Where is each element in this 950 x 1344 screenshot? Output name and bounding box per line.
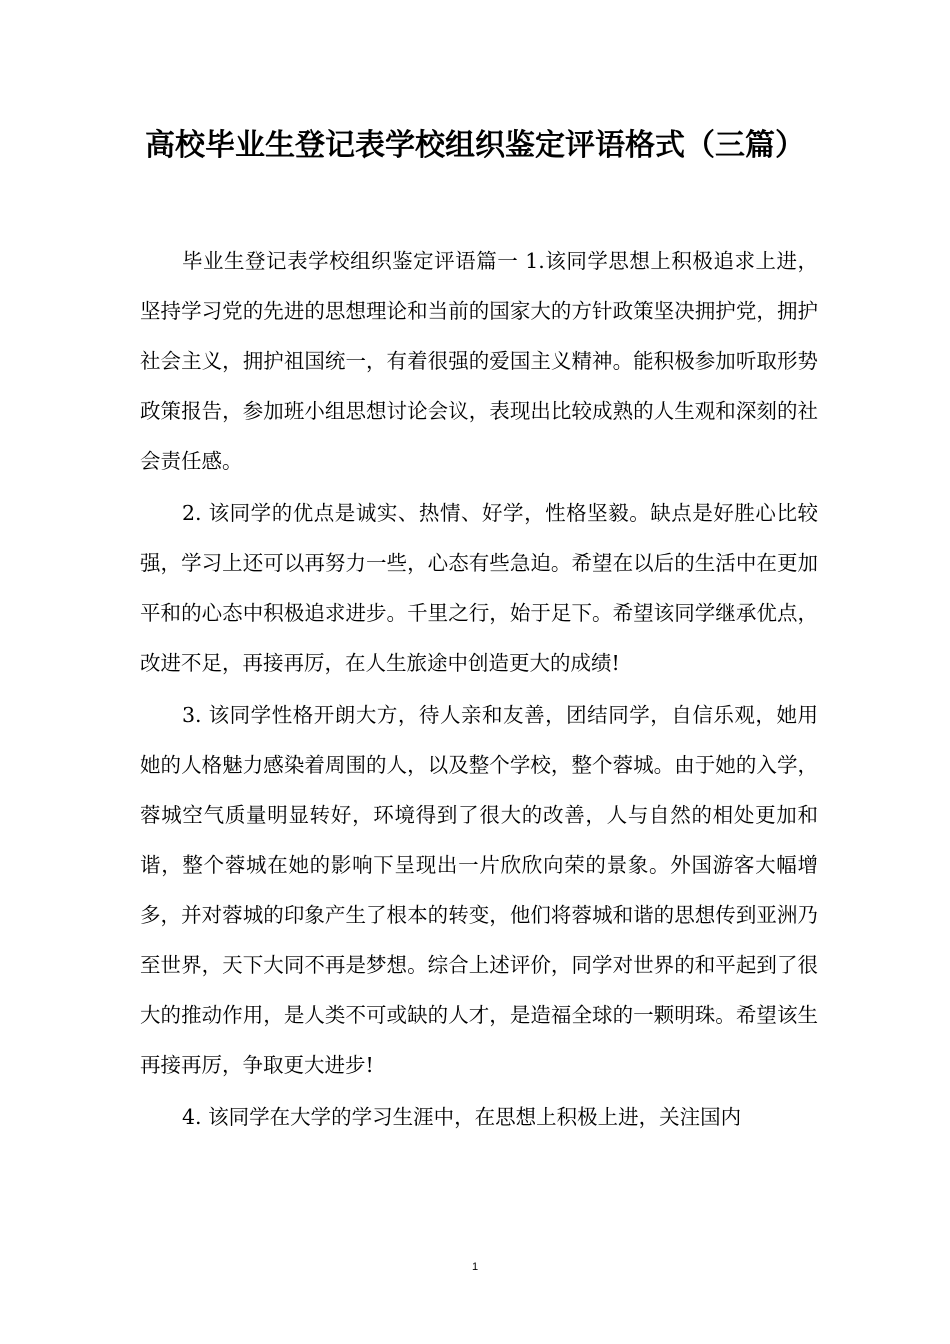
document-body xyxy=(140,236,818,1144)
paragraph-4: 4. 该同学在大学的学习生涯中，在思想上积极上进，关注国内 xyxy=(182,1105,742,1129)
document-title: 高校毕业生登记表学校组织鉴定评语格式（三篇） xyxy=(145,128,805,163)
paragraph-1: 毕业生登记表学校组织鉴定评语篇一 1.该同学思想上积极追求上进，坚持学习党的先进的思想理论和当前的国家大的方针政策坚决拥护党，拥护社会主义，拥护祖国统一，有着很强的爱国主义精神。能积极参加听取形势政策报告，参加班小组思想讨论会议，表现出比较成熟的人生观和深刻的社会责任感。 xyxy=(140,249,818,473)
paragraph-2: 2. 该同学的优点是诚实、热情、好学，性格坚毅。缺点是好胜心比较强，学习上还可以再努力一些，心态有些急迫。希望在以后的生活中在更加平和的心态中积极追求进步。千里之行，始于足下。希望该同学继承优点，改进不足，再接再厉，在人生旅途中创造更大的成绩! xyxy=(140,501,818,675)
page-number: 1 xyxy=(471,1261,479,1273)
paragraph-3: 3. 该同学性格开朗大方，待人亲和友善，团结同学，自信乐观，她用她的人格魅力感染着周围的人，以及整个学校，整个蓉城。由于她的入学，蓉城空气质量明显转好，环境得到了很大的改善，人与自然的相处更加和谐，整个蓉城在她的影响下呈现出一片欣欣向荣的景象。外国游客大幅增多，并对蓉城的印象产生了根本的转变，他们将蓉城和谐的思想传到亚洲乃至世界，天下大同不再是梦想。综合上述评价，同学对世界的和平起到了很大的推动作用，是人类不可或缺的人才，是造福全球的一颗明珠。希望该生再接再厉，争取更大进步! xyxy=(140,703,818,1077)
